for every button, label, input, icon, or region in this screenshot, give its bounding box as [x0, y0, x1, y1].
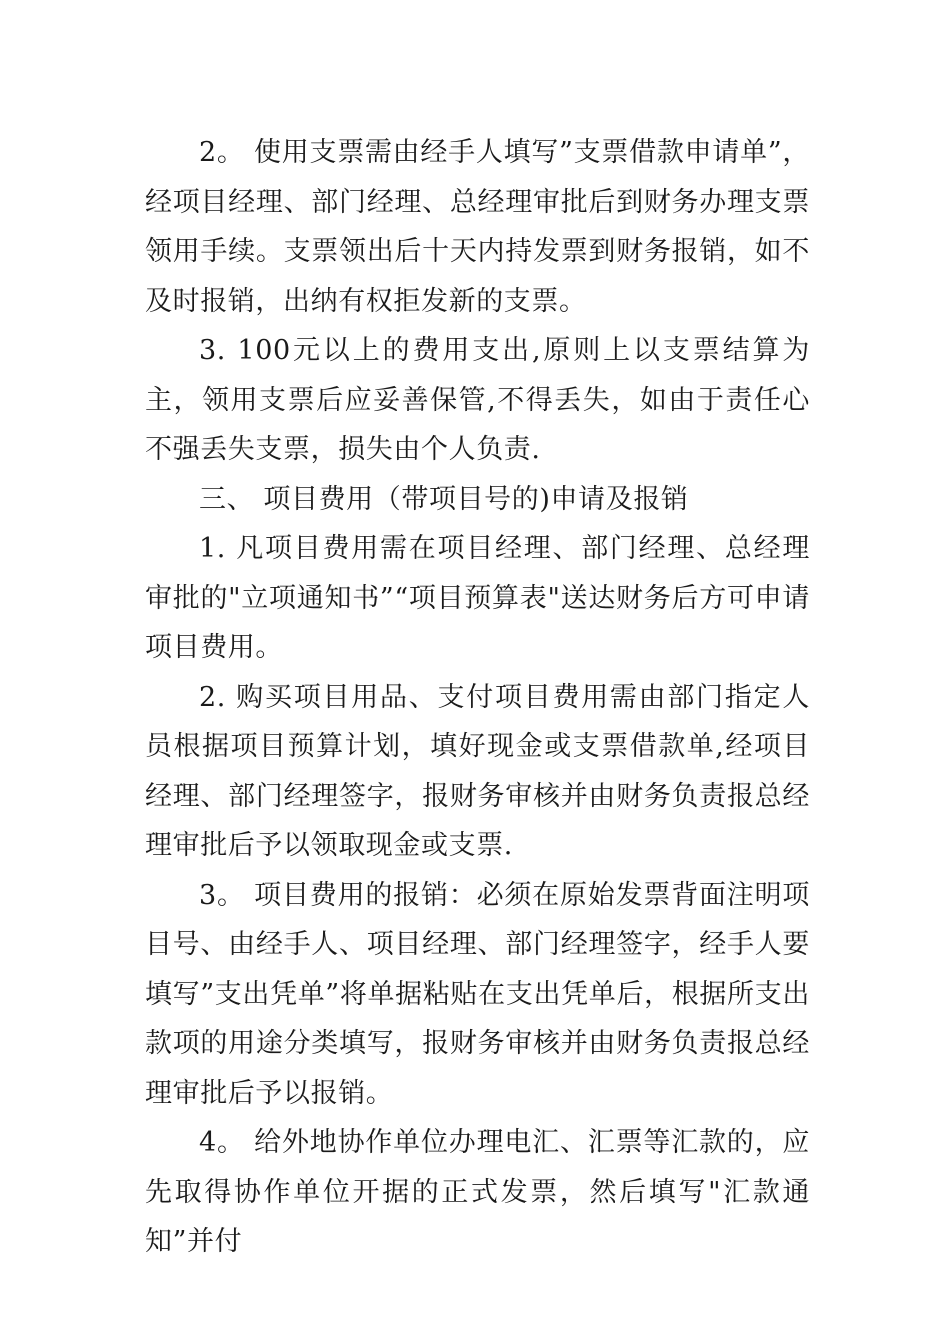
paragraph-remittance: 4。 给外地协作单位办理电汇、汇票等汇款的，应先取得协作单位开据的正式发票，然后填写"汇款通知”并付 [145, 1127, 810, 1257]
paragraph-project-purchases: 2. 购买项目用品、支付项目费用需由部门指定人员根据项目预算计划，填好现金或支票借款单,经项目经理、部门经理签字，报财务审核并由财务负责报总经理审批后予以领取现金或支票. [145, 681, 810, 861]
paragraph-project-reimbursement: 3。 项目费用的报销：必须在原始发票背面注明项目号、由经手人、项目经理、部门经理签字，经手人要填写”支出凭单”将单据粘贴在支出凭单后，根据所支出款项的用途分类填写，报财务审核并由财务负责报总经理审批后予以报销。 [145, 879, 810, 1109]
paragraph-cheque-application: 2。 使用支票需由经手人填写”支票借款申请单”，经项目经理、部门经理、总经理审批后到财务办理支票领用手续。支票领出后十天内持发票到财务报销，如不及时报销，出纳有权拒发新的支票。 [145, 137, 810, 317]
section-heading-project-expenses: 三、 项目费用（带项目号的)申请及报销 [199, 483, 689, 515]
paragraph-project-approval: 1. 凡项目费用需在项目经理、部门经理、总经理审批的"立项通知书”“项目预算表"送达财务后方可申请项目费用。 [145, 533, 810, 663]
document-body [145, 128, 810, 1267]
paragraph-cheque-settlement: 3. 100元以上的费用支出,原则上以支票结算为主，领用支票后应妥善保管,不得丢失，如由于责任心不强丢失支票，损失由个人负责. [145, 335, 810, 465]
